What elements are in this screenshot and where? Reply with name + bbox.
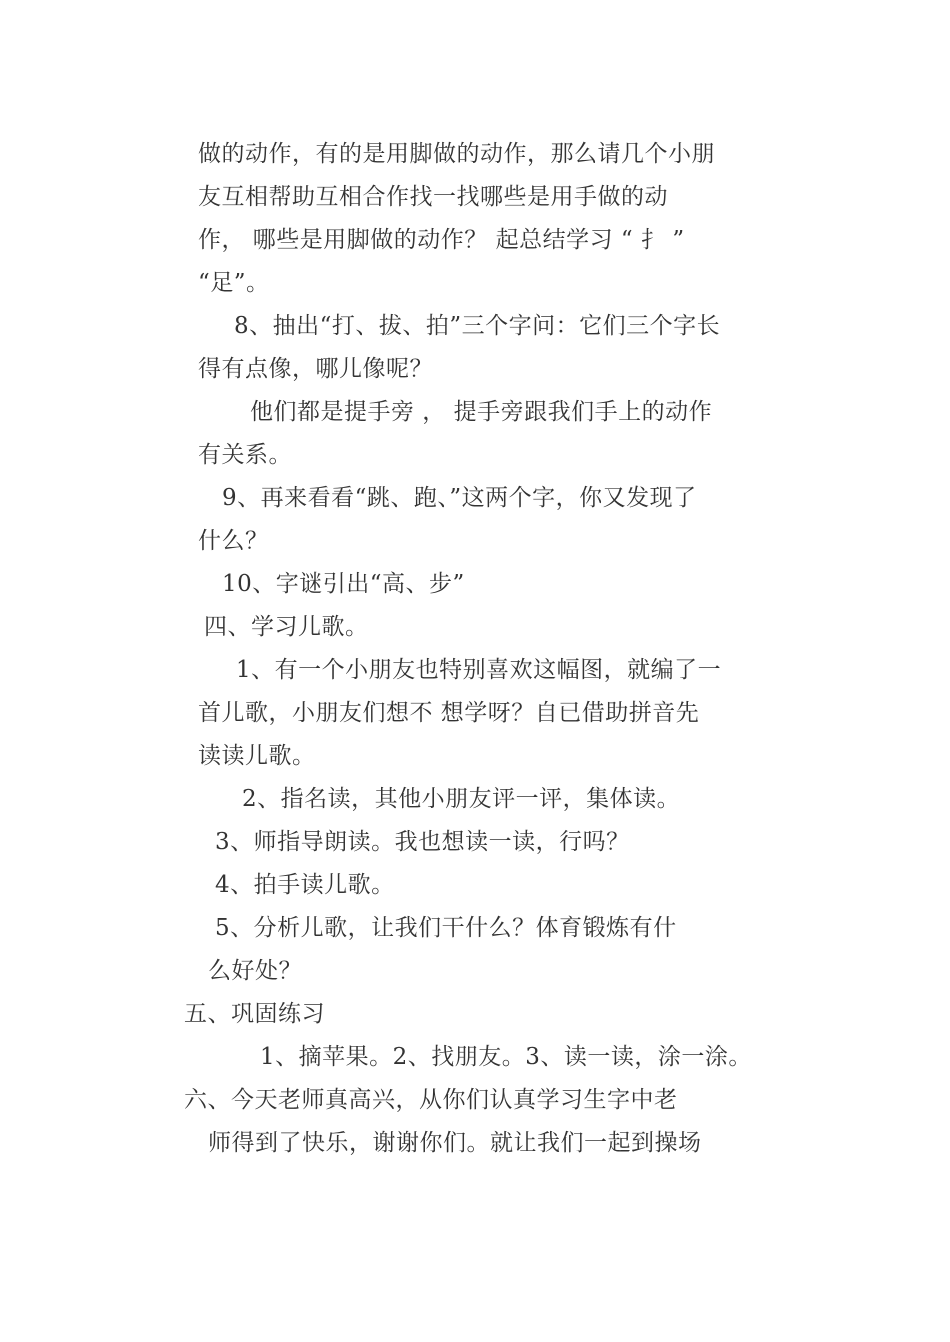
text-line: 什么？ <box>198 528 269 554</box>
text-line: 友互相帮助互相合作找一找哪些是用手做的动 <box>198 184 668 210</box>
text-line: 作， 哪些是用脚做的动作？ 起总结学习 “ 扌 ” <box>198 227 685 253</box>
text-line: 得有点像，哪儿像呢？ <box>198 356 433 382</box>
text-line: 他们都是提手旁 ， 提手旁跟我们手上的动作 <box>250 399 713 425</box>
section-heading: 六、今天老师真高兴，从你们认真学习生字中老 <box>184 1087 678 1113</box>
text-line: 4、拍手读儿歌。 <box>215 872 395 898</box>
section-heading: 四、学习儿歌。 <box>204 614 369 640</box>
text-line: 9、再来看看“跳、跑、”这两个字，你又发现了 <box>222 485 697 511</box>
text-line: 10、字谜引出“高、步” <box>222 571 465 597</box>
text-line: 首儿歌，小朋友们想不 想学呀？自已借助拼音先 <box>198 700 700 726</box>
text-line: 有关系。 <box>198 442 292 468</box>
section-heading: 五、巩固练习 <box>184 1001 325 1027</box>
text-line: 师得到了快乐，谢谢你们。就让我们一起到操场 <box>208 1130 702 1156</box>
text-line: 1、有一个小朋友也特别喜欢这幅图，就编了一 <box>236 657 722 683</box>
text-line: 1、摘苹果。2、找朋友。3、读一读，涂一涂。 <box>260 1044 752 1070</box>
text-line: 读读儿歌。 <box>198 743 316 769</box>
text-line: 么好处？ <box>208 958 302 984</box>
text-line: “足”。 <box>198 270 270 296</box>
text-line: 做的动作，有的是用脚做的动作，那么请几个小朋 <box>198 141 715 167</box>
text-line: 2、指名读，其他小朋友评一评，集体读。 <box>242 786 681 812</box>
text-line: 3、师指导朗读。我也想读一读，行吗？ <box>215 829 630 855</box>
text-line: 8、抽出“打、拔、拍”三个字问：它们三个字长 <box>234 313 721 339</box>
text-line: 5、分析儿歌，让我们干什么？体育锻炼有什 <box>215 915 677 941</box>
